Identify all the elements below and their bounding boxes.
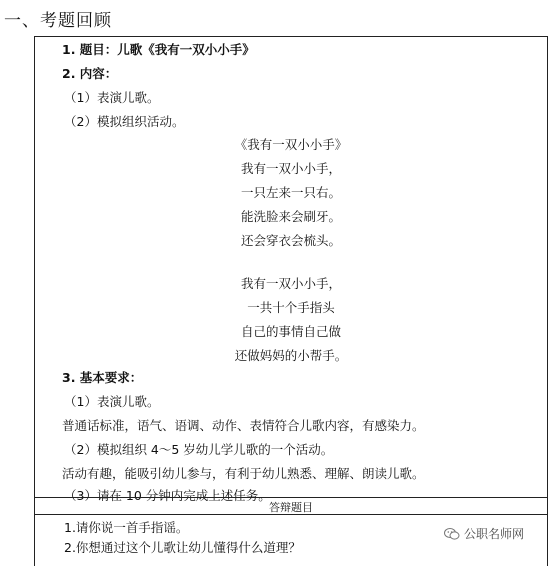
- requirement-line: （1）表演儿歌。: [64, 394, 160, 409]
- poem-line: 我有一双小小手，: [240, 276, 341, 291]
- content-item: （1）表演儿歌。: [64, 90, 160, 105]
- wechat-icon: [444, 527, 460, 541]
- requirements-heading: 3. 基本要求：: [62, 370, 143, 385]
- requirement-line: （3）请在 10 分钟内完成上述任务。: [64, 488, 271, 503]
- watermark: [444, 525, 524, 542]
- watermark-text: 公职名师网: [464, 527, 525, 541]
- content-item: （2）模拟组织活动。: [64, 114, 185, 129]
- question-item: 2.你想通过这个儿歌让幼儿懂得什么道理？: [64, 540, 301, 555]
- question-item: 1.请你说一首手指谣。: [64, 520, 189, 535]
- section-heading: 一、考题回顾: [4, 11, 112, 31]
- topic-line: 1. 题目：儿歌《我有一双小小手》: [62, 42, 255, 57]
- divider: [34, 497, 548, 498]
- poem-line: 一只左来一只右。: [240, 185, 341, 200]
- requirement-line: 活动有趣，能吸引幼儿参与，有利于幼儿熟悉、理解、朗读儿歌。: [62, 466, 425, 481]
- requirement-line: 普通话标准，语气、语调、动作、表情符合儿歌内容，有感染力。: [62, 418, 425, 433]
- content-heading: 2. 内容：: [62, 66, 118, 81]
- poem-line: 能洗脸来会刷牙。: [240, 209, 341, 224]
- poem-title: 《我有一双小小手》: [234, 137, 348, 152]
- poem-line: 一共十个手指头: [247, 300, 335, 315]
- qa-title: 答辩题目: [269, 501, 313, 514]
- poem-line: 还做妈妈的小帮手。: [234, 348, 348, 363]
- poem-line: 自己的事情自己做: [240, 324, 341, 339]
- poem-line: 还会穿衣会梳头。: [240, 233, 341, 248]
- requirement-line: （2）模拟组织 4～5 岁幼儿学儿歌的一个活动。: [64, 442, 334, 457]
- poem-line: 我有一双小小手，: [240, 161, 341, 176]
- divider: [34, 514, 548, 515]
